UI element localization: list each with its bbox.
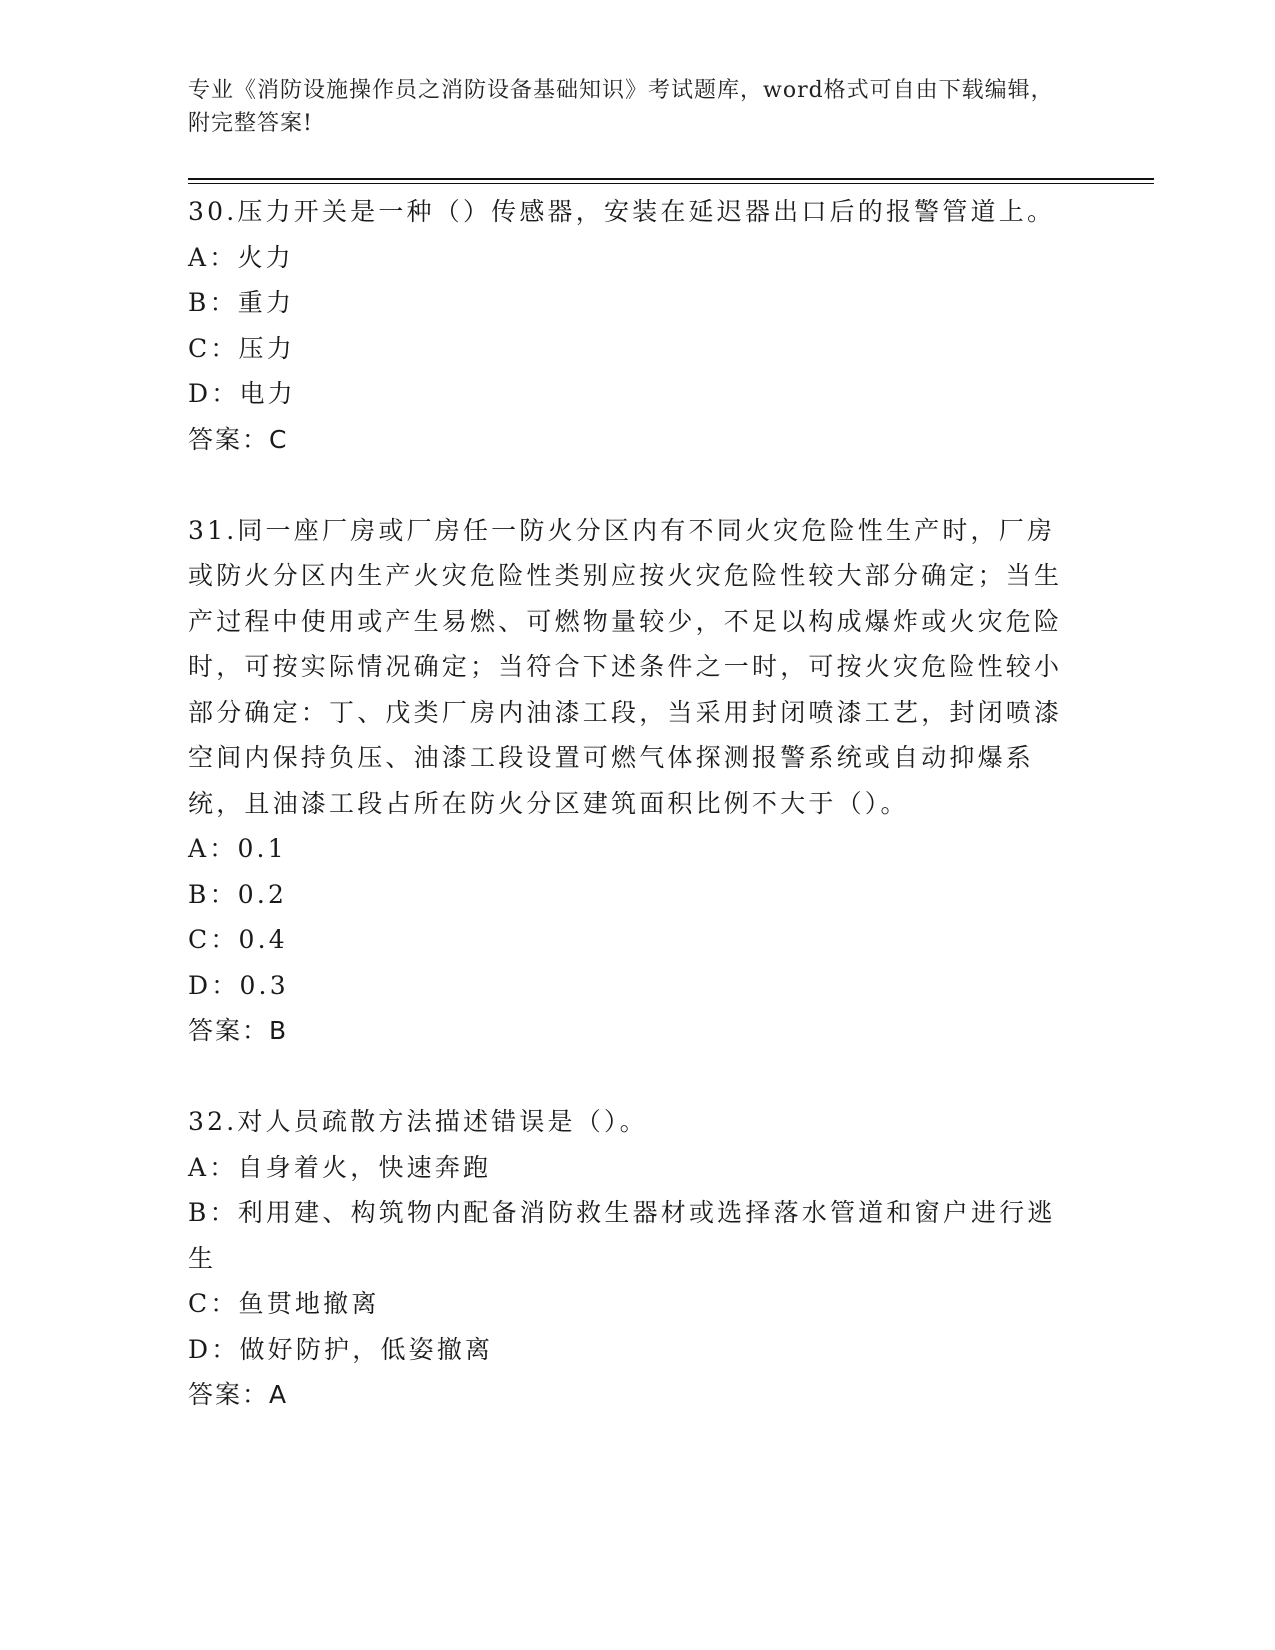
option-b: B：0.2 [188,879,288,909]
option-b: B：重力 [188,288,295,317]
header-divider-thick [188,178,1154,180]
question-32 [188,1099,1078,1418]
option-c: C：鱼贯地撤离 [188,1289,380,1318]
question-list [188,189,1078,1418]
question-30 [188,189,1078,462]
header-divider-thin [188,183,1154,184]
answer-line: 答案：B [188,1016,289,1045]
option-a: A：0.1 [188,834,287,863]
option-d: D：做好防护，低姿撤离 [188,1334,494,1364]
option-a: A：自身着火，快速奔跑 [188,1152,492,1182]
option-c: C：0.4 [188,925,288,954]
answer-line: 答案：A [188,1380,289,1409]
option-d: D：0.3 [188,970,289,1000]
question-stem: 31.同一座厂房或厂房任一防火分区内有不同火灾危险性生产时，厂房或防火分区内生产火灾危险性类别应按火灾危险性较大部分确定；当生产过程中使用或产生易燃、可燃物量较少，不足以构成爆炸或火灾危险时，可按实际情况确定；当符合下述条件之一时，可按火灾危险性较小部分确定：丁、戊类厂房内油漆工段，当采用封闭喷漆工艺，封闭喷漆空间内保持负压、油漆工段设置可燃气体探测报警系统或自动抑爆系统，且油漆工段占所在防火分区建筑面积比例不大于（）。 [188,515,1063,818]
question-spacer [188,1054,1078,1100]
option-a: A：火力 [188,242,294,272]
option-c: C：压力 [188,333,295,363]
option-d: D：电力 [188,379,296,408]
option-b: B：利用建、构筑物内配备消防救生器材或选择落水管道和窗户进行逃生 [188,1198,1056,1273]
question-spacer [188,462,1078,508]
question-31 [188,508,1078,1054]
answer-line: 答案：C [188,424,289,454]
question-stem: 30.压力开关是一种（）传感器，安装在延迟器出口后的报警管道上。 [188,197,1056,226]
question-stem: 32.对人员疏散方法描述错误是（）。 [188,1107,648,1136]
document-intro: 专业《消防设施操作员之消防设备基础知识》考试题库，word格式可自由下载编辑，附完整答案! [188,78,1054,136]
